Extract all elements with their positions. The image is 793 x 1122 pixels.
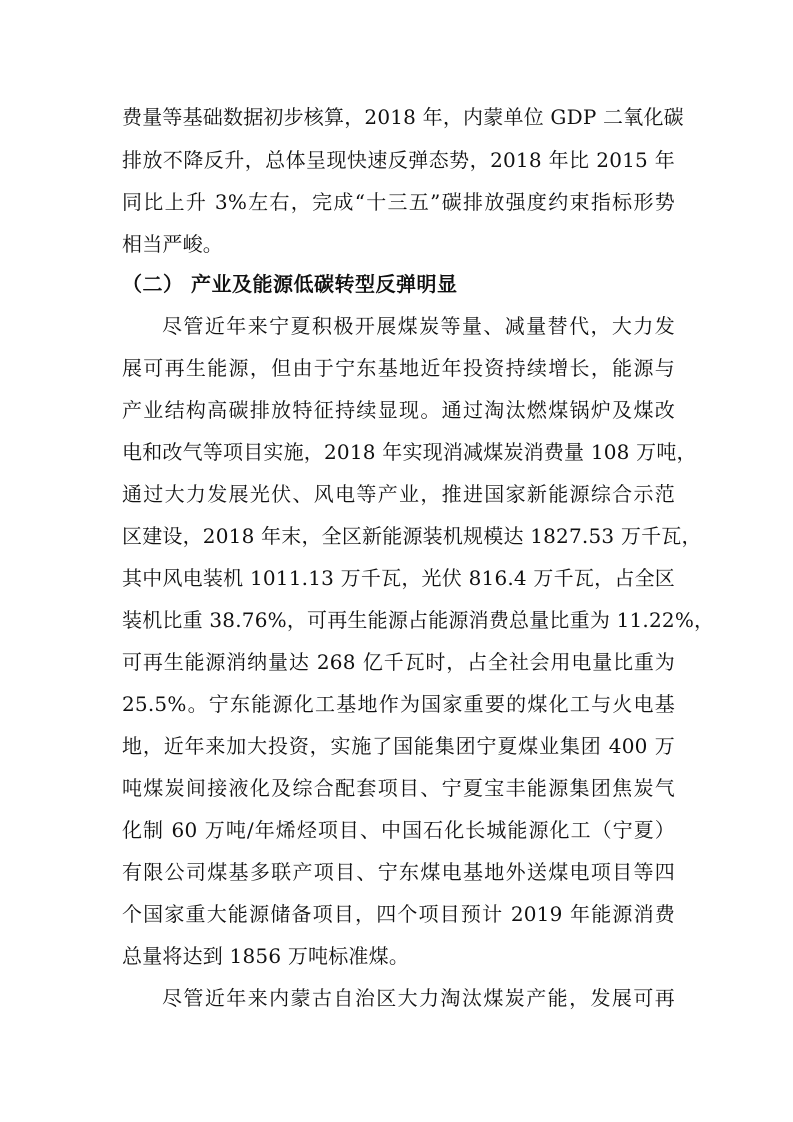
paragraph-line: 其中风电装机 1011.13 万千瓦，光伏 816.4 万千瓦，占全区: [122, 566, 675, 590]
paragraph-line: 费量等基础数据初步核算，2018 年，内蒙单位 GDP 二氧化碳: [122, 105, 684, 129]
paragraph-line: 可再生能源消纳量达 268 亿千瓦时，占全社会用电量比重为: [122, 650, 675, 674]
paragraph-line: 25.5%。宁东能源化工基地作为国家重要的煤化工与火电基: [122, 692, 675, 716]
paragraph-line: 化制 60 万吨/年烯烃项目、中国石化长城能源化工（宁夏）: [122, 818, 675, 842]
paragraph-line: 尽管近年来宁夏积极开展煤炭等量、减量替代，大力发: [162, 314, 675, 338]
paragraph-line: 区建设，2018 年末，全区新能源装机规模达 1827.53 万千瓦，: [122, 524, 702, 548]
paragraph-line: 吨煤炭间接液化及综合配套项目、宁夏宝丰能源集团焦炭气: [122, 776, 675, 800]
section-heading: （二） 产业及能源低碳转型反弹明显: [122, 272, 458, 296]
paragraph-line: 装机比重 38.76%，可再生能源占能源消费总量比重为 11.22%，: [122, 608, 715, 632]
paragraph-line: 地，近年来加大投资，实施了国能集团宁夏煤业集团 400 万: [122, 734, 675, 758]
paragraph-line: 同比上升 3%左右，完成“十三五”碳排放强度约束指标形势: [122, 190, 675, 214]
paragraph-line: 产业结构高碳排放特征持续显现。通过淘汰燃煤锅炉及煤改: [122, 398, 675, 422]
paragraph-line: 个国家重大能源储备项目，四个项目预计 2019 年能源消费: [122, 902, 675, 926]
paragraph-line: 总量将达到 1856 万吨标准煤。: [122, 944, 410, 968]
paragraph-line: 排放不降反升，总体呈现快速反弹态势，2018 年比 2015 年: [122, 148, 675, 172]
paragraph-line: 有限公司煤基多联产项目、宁东煤电基地外送煤电项目等四: [122, 860, 675, 884]
paragraph-line: 尽管近年来内蒙古自治区大力淘汰煤炭产能，发展可再: [162, 986, 675, 1010]
paragraph-line: 通过大力发展光伏、风电等产业，推进国家新能源综合示范: [122, 482, 675, 506]
paragraph-line: 电和改气等项目实施，2018 年实现消减煤炭消费量 108 万吨，: [122, 440, 697, 464]
paragraph-line: 展可再生能源，但由于宁东基地近年投资持续增长，能源与: [122, 356, 675, 380]
paragraph-line: 相当严峻。: [122, 232, 223, 256]
